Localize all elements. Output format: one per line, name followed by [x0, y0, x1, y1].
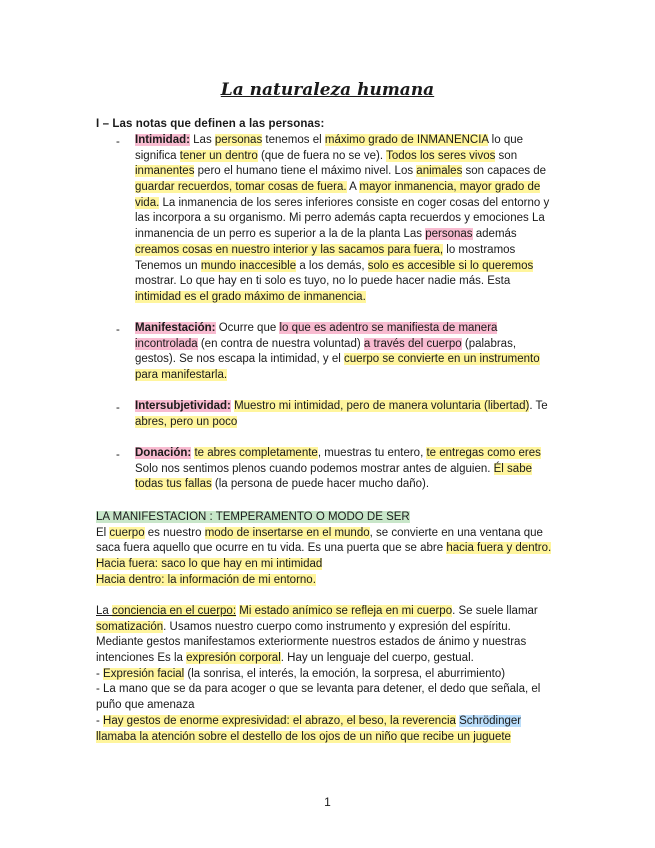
highlighted-text: tener un dentro: [179, 149, 258, 162]
paragraph-intersubjetividad: [135, 399, 548, 430]
text-line: [135, 196, 549, 212]
highlighted-text: expresión corporal: [186, 652, 281, 665]
text-line: [135, 446, 541, 462]
highlighted-text: te entregas como eres: [426, 447, 541, 459]
text-run: lo que: [488, 134, 524, 146]
highlighted-text: somatización: [96, 620, 164, 633]
text-line: [135, 352, 540, 368]
text-run: (la persona de puede hacer mucho daño).: [211, 478, 430, 491]
highlighted-text: Todos los seres vivos: [386, 149, 496, 162]
highlighted-text: LA MANIFESTACION : TEMPERAMENTO O MODO DE SER: [96, 511, 410, 523]
text-run: tenemos el: [262, 134, 325, 146]
text-run: mostrar. Lo que hay en ti solo es tuyo, no lo puede hacer nadie más. Esta: [135, 275, 511, 288]
text-run: . Hay un lenguaje del cuerpo, gestual.: [280, 652, 474, 665]
text-line: [135, 133, 549, 149]
highlighted-text: máximo grado de INMANENCIA: [324, 134, 489, 146]
text-line: [96, 620, 540, 636]
text-run: (que de fuera no se ve).: [257, 149, 387, 162]
text-run: . Se suele llamar: [452, 605, 538, 617]
text-line: [135, 164, 549, 180]
text-run: -: [96, 714, 104, 727]
highlighted-text: personas: [214, 134, 263, 146]
highlighted-text: todas tus fallas: [135, 478, 212, 491]
text-line: [135, 274, 549, 290]
bullet-marker: -: [116, 324, 120, 336]
text-line: [96, 698, 540, 714]
highlighted-text: te abres completamente: [194, 447, 318, 459]
highlighted-text: Mi estado anímico se refleja en mi cuerpo: [239, 605, 453, 617]
text-line: [135, 243, 549, 259]
text-line: [96, 635, 540, 651]
text-run: gestos). Se nos escapa la intimidad, y el: [135, 353, 345, 366]
highlighted-text: Manifestación:: [135, 322, 216, 334]
text-line: [135, 462, 541, 478]
page-title: La naturaleza humana: [220, 80, 435, 100]
bullet-marker: -: [116, 402, 120, 414]
section-heading-notas: I – Las notas que definen a las personas:: [96, 118, 325, 130]
text-run: Ocurre que: [215, 322, 280, 334]
text-line: [96, 541, 551, 557]
highlighted-text: inmanentes: [135, 165, 195, 178]
text-run: . Te: [529, 400, 548, 412]
text-run: a los demás,: [296, 259, 368, 272]
highlighted-text: Muestro mi intimidad, pero de manera voluntaria (libertad): [234, 400, 530, 412]
paragraph-manifestacion: [135, 321, 540, 384]
text-run: lo mostramos: [443, 243, 516, 256]
highlighted-text: cuerpo se convierte en un instrumento: [344, 353, 540, 366]
text-line: [96, 651, 540, 667]
text-line: [96, 526, 551, 542]
highlighted-text: mundo inaccesible: [200, 259, 297, 272]
text-run: , se convierte en una ventana que: [369, 526, 543, 539]
bullet-marker: -: [116, 449, 120, 461]
text-run: . Usamos nuestro cuerpo como instrumento y expresión del espíritu.: [163, 620, 511, 633]
highlighted-text: Intimidad:: [135, 134, 190, 146]
section-manifestacion: [96, 510, 551, 588]
highlighted-text: abres, pero un poco: [135, 415, 238, 428]
text-line: [135, 227, 549, 243]
highlighted-text: hacia fuera y dentro.: [446, 542, 552, 555]
text-run: , muestras tu entero,: [317, 447, 427, 459]
section-conciencia-cuerpo: [96, 604, 540, 745]
text-run: A: [346, 181, 360, 194]
highlighted-text: animales: [416, 165, 463, 178]
highlighted-text: Hay gestos de enorme expresividad: el abrazo, el beso, la reverencia: [103, 714, 456, 727]
text-run: - La mano que se da para acoger o que se levanta para detener, el dedo que señala, el: [96, 683, 541, 696]
text-run: es nuestro: [144, 526, 205, 539]
text-line: [135, 477, 541, 493]
text-run: Las: [189, 134, 215, 146]
text-run: Mediante gestos manifestamos exteriormente nuestros estados de ánimo y nuestras: [96, 636, 527, 649]
highlighted-text: Él sabe: [493, 462, 532, 475]
text-line: [96, 557, 551, 573]
highlighted-text: conciencia en el cuerpo:: [112, 605, 237, 617]
highlighted-text: incontrolada: [135, 337, 198, 350]
page-number: 1: [324, 795, 331, 809]
highlighted-text: modo de insertarse en el mundo: [204, 526, 370, 539]
text-line: [96, 730, 540, 746]
text-line: [135, 399, 548, 415]
highlighted-text: Schrödinger: [459, 714, 522, 727]
text-run: son capaces de: [462, 165, 547, 178]
highlighted-text: guardar recuerdos, tomar cosas de fuera.: [135, 181, 347, 194]
highlighted-text: a través del cuerpo: [363, 337, 462, 350]
highlighted-text: personas: [425, 228, 473, 241]
highlighted-text: para manifestarla.: [135, 369, 228, 382]
text-run: (palabras,: [461, 337, 517, 350]
text-run: intenciones Es la: [96, 652, 187, 665]
text-run: La: [96, 605, 112, 617]
highlighted-text: Hacia fuera: saco lo que hay en mi intimidad: [96, 558, 323, 571]
highlighted-text: vida.: [135, 196, 160, 209]
text-line: [135, 211, 549, 227]
text-run: son: [495, 149, 518, 162]
highlighted-text: creamos cosas en nuestro interior y las sacamos para fuera,: [135, 243, 444, 256]
highlighted-text: lo que es adentro se manifiesta de manera: [279, 322, 498, 334]
text-run: saca fuera aquello que ocurre en tu vida. Es una puerta que se abre: [96, 542, 447, 555]
text-line: [135, 321, 540, 337]
highlighted-text: solo es accesible si lo queremos: [367, 259, 534, 272]
paragraph-intimidad: [135, 133, 549, 306]
text-line: [96, 667, 540, 683]
text-run: (la sonrisa, el interés, la emoción, la sorpresa, el aburrimiento): [184, 667, 506, 680]
text-line: [135, 337, 540, 353]
text-run: Tenemos un: [135, 259, 201, 272]
text-run: El: [96, 526, 110, 539]
bullet-marker: -: [116, 136, 120, 148]
text-run: inmanencia de un perro es superior a la de la planta Las: [135, 228, 426, 241]
highlighted-text: llamaba la atención sobre el destello de los ojos de un niño que recibe un juguete: [96, 730, 511, 743]
text-line: [135, 149, 549, 165]
text-run: La inmanencia de los seres inferiores consiste en coger cosas del entorno y: [159, 196, 550, 209]
text-run: significa: [135, 149, 180, 162]
text-line: [135, 290, 549, 306]
text-line: [135, 259, 549, 275]
text-line: [96, 604, 540, 620]
highlighted-text: mayor inmanencia, mayor grado de: [359, 181, 541, 194]
text-run: pero el humano tiene el máximo nivel. Los: [194, 165, 417, 178]
text-run: (en contra de nuestra voluntad): [197, 337, 364, 350]
text-line: [135, 180, 549, 196]
text-run: además: [472, 228, 517, 241]
highlighted-text: cuerpo: [109, 526, 145, 539]
text-run: puño que amenaza: [96, 699, 195, 712]
text-line: [96, 682, 540, 698]
highlighted-text: Expresión facial: [103, 667, 185, 680]
paragraph-donacion: [135, 446, 541, 493]
text-line: [96, 714, 540, 730]
highlighted-text: Hacia dentro: la información de mi entorno.: [96, 573, 316, 586]
highlighted-text: Intersubjetividad:: [135, 400, 231, 412]
text-line: [135, 415, 548, 431]
text-line: [96, 510, 551, 526]
text-run: las incorpora a su organismo. Mi perro además capta recuerdos y emociones La: [135, 212, 545, 225]
text-line: [96, 573, 551, 589]
highlighted-text: intimidad es el grado máximo de inmanencia.: [135, 290, 366, 303]
text-run: Solo nos sentimos plenos cuando podemos mostrar antes de alguien.: [135, 462, 494, 475]
text-line: [135, 368, 540, 384]
highlighted-text: Donación:: [135, 447, 192, 459]
text-run: -: [96, 667, 104, 680]
